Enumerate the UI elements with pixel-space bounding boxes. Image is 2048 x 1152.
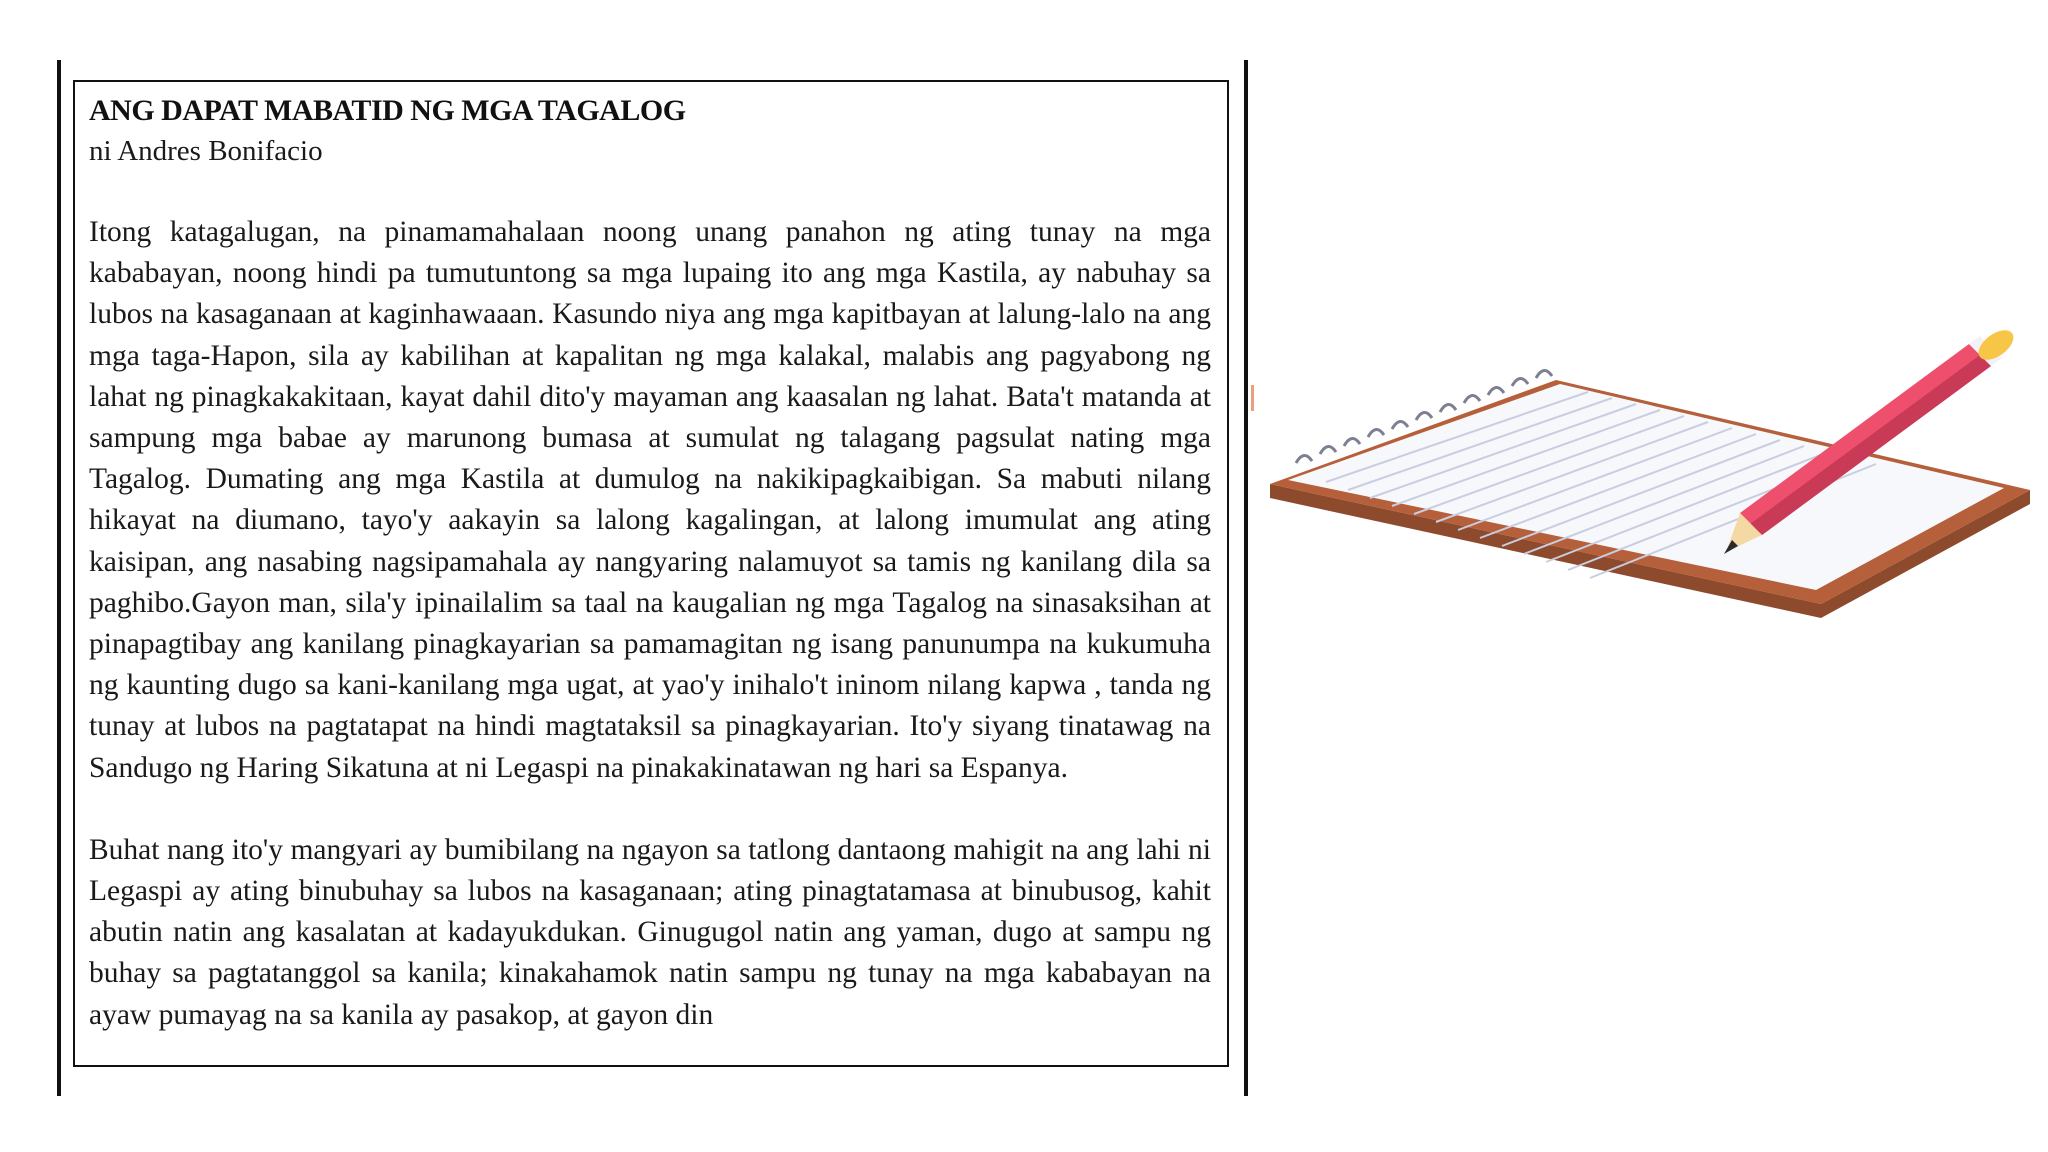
document-title: ANG DAPAT MABATID NG MGA TAGALOG: [89, 94, 686, 127]
document-frame: [73, 80, 1229, 1067]
left-border-rule: [57, 60, 61, 1096]
paragraph-1: Itong katagalugan, na pinamamahalaan noong unang panahon ng ating tunay na mga kababayan, noong hindi pa tumutuntong sa mga lupaing ito ang mga Kastila, ay nabuhay sa lubos na kasaganaan at kaginhawaaan. Kasundo niya ang mga kapitbayan at lalung-lalo na ang mga taga-Hapon, sila ay kabilihan at kapalitan ng mga kalakal, malabis ang pagyabong ng lahat ng pinagkakakitaan, kayat dahil dito'y mayaman ang kaasalan ng lahat. Bata't matanda at sampung mga babae ay marunong bumasa at sumulat ng talagang pagsulat nating mga Tagalog. Dumating ang mga Kastila at dumulog na nakikipagkaibigan. Sa mabuti nilang hikayat na diumano, tayo'y aakayin sa lalong kagalingan, at lalong imumulat ang ating kaisipan, ang nasabing nagsipamahala ay nangyaring nalamuyot sa tamis ng kanilang dila sa paghibo.Gayon man, sila'y ipinailalim sa taal na kaugalian ng mga Tagalog na sinasaksihan at pinapagtibay ang kanilang pinagkayarian sa pamamagitan ng isang panunumpa na kukumuha ng kaunting dugo sa kani-kanilang mga ugat, at yao'y inihalo't ininom nilang kapwa , tanda ng tunay at lubos na pagtatapat na hindi magtataksil sa pinagkayarian. Ito'y siyang tinatawag na Sandugo ng Haring Sikatuna at ni Legaspi na pinakakinatawan ng hari sa Espanya.: [89, 216, 1211, 784]
stray-mark: [1251, 385, 1254, 411]
document-body: [89, 91, 1211, 1036]
notepad-with-pencil-icon: [1256, 320, 2048, 640]
paragraph-2: Buhat nang ito'y mangyari ay bumibilang na ngayon sa tatlong dantaong mahigit na ang lahi ni Legaspi ay ating binubuhay sa lubos na kasaganaan; ating pinagtatamasa at binubusog, kahit abutin natin ang kasalatan at kadayukdukan. Ginugugol natin ang yaman, dugo at sampu ng buhay sa pagtatanggol sa kanila; kinakahamok natin sampu ng tunay na mga kababayan na ayaw pumayag na sa kanila ay pasakop, at gayon din: [89, 833, 1211, 1031]
document-author: ni Andres Bonifacio: [89, 135, 323, 167]
right-border-rule: [1244, 60, 1248, 1096]
